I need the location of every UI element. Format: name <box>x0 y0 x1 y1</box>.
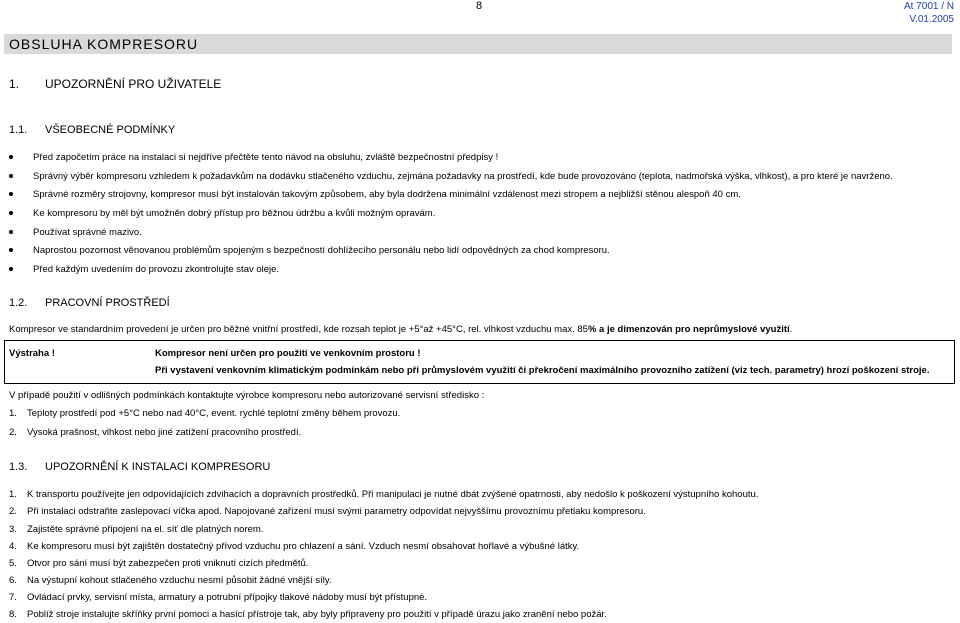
bullet-icon <box>9 211 13 215</box>
section-1-3-title: UPOZORNĚNÍ K INSTALACI KOMPRESORU <box>45 461 271 473</box>
bullet-icon <box>9 155 13 159</box>
list-item-number: 8. <box>9 609 17 620</box>
paragraph-bold-text: % a je dimenzován pro neprůmyslové využití <box>587 324 790 335</box>
list-item-text: Zajistěte správné připojení na el. síť dle platných norem. <box>27 524 264 535</box>
section-1-3-number: 1.3. <box>9 461 28 473</box>
paragraph-end: . <box>789 324 793 335</box>
document-id <box>904 0 954 26</box>
list-item-text: Před započetím práce na instalaci si nejdříve přečtěte tento návod na obsluhu, zvláště bezpečnostní předpisy ! <box>33 152 499 163</box>
document-id-line1: At 7001 / N <box>903 1 954 12</box>
list-item-text: Ovládací prvky, servisní místa, armatury a potrubní přípojky tlakové nádoby musí být přístupné. <box>27 592 428 603</box>
list-item-number: 2. <box>9 506 17 517</box>
page-number: 8 <box>476 0 483 12</box>
list-item-number: 3. <box>9 524 17 535</box>
conditions-intro: V případě použití v odlišných podmínkách kontaktujte výrobce kompresoru nebo autorizované servisní středisko : <box>9 390 485 401</box>
environment-paragraph <box>9 324 792 335</box>
section-1-number: 1. <box>9 77 20 91</box>
list-item <box>9 506 646 517</box>
list-item-number: 7. <box>9 592 17 603</box>
warning-line-2: Při vystavení venkovním klimatickým podmínkám nebo při průmyslovém využití či překročení maximálního provozního zatížení (viz tech. parametry) hrozí poškození stroje. <box>155 365 930 376</box>
list-item-number: 4. <box>9 541 17 552</box>
section-1-1-title: VŠEOBECNÉ PODMÍNKY <box>45 124 176 136</box>
bullet-icon <box>9 174 13 178</box>
section-1-2-title: PRACOVNÍ PROSTŘEDÍ <box>45 297 170 309</box>
list-item-text: K transportu používejte jen odpovídajících zdvihacích a dopravních prostředků. Při manipulaci je nutné dbát zvýšené opatrnosti, aby nedošlo k poškození výstupního kohoutu. <box>27 489 759 500</box>
list-item-text: Teploty prostředí pod +5°C nebo nad 40°C, event. rychlé teplotní změny během provozu. <box>27 408 401 419</box>
list-item-number: 1. <box>9 408 17 419</box>
section-1-3-heading <box>9 461 270 473</box>
list-item-text: Správné rozměry strojovny, kompresor musí být instalován takovým způsobem, aby byla dodržena minimální vzdálenost mezi stropem a nejbližší stěnou alespoň 40 cm. <box>33 189 741 200</box>
list-item-number: 6. <box>9 575 17 586</box>
warning-label: Výstraha ! <box>9 348 55 359</box>
section-1-2-number: 1.2. <box>9 297 28 309</box>
list-item <box>9 609 607 620</box>
list-item-text: Vysoká prašnost, vlhkost nebo jiné zatížení pracovního prostředí. <box>27 427 302 438</box>
list-item <box>9 524 263 535</box>
list-item-text: Naprostou pozornost věnovanou problémům spojeným s bezpečností dohlížecího personálu nebo lidí odpovědných za chod kompresoru. <box>33 245 610 256</box>
list-item-text: Ke kompresoru musí být zajištěn dostatečný přívod vzduchu pro chlazení a sání. Vzduch nesmí obsahovat hořlavé a výbušné látky. <box>27 541 580 552</box>
list-item-text: Správný výběr kompresoru vzhledem k požadavkům na dodávku stlačeného vzduchu, zejmána požadavky na prostředí, kde bude provozováno (teplota, nadmořská výška, vlhkost), a pro které je navrženo. <box>33 171 893 182</box>
section-1-title: UPOZORNĚNÍ PRO UŽIVATELE <box>45 77 222 91</box>
section-1-1-number: 1.1. <box>9 124 28 136</box>
list-item-text: Na výstupní kohout stlačeného vzduchu nesmí působit žádné vnější síly. <box>27 575 332 586</box>
list-item <box>9 592 427 603</box>
warning-line-1: Kompresor není určen pro použití ve venkovním prostoru ! <box>155 348 421 359</box>
list-item <box>9 427 301 438</box>
document-id-line2: V.01.2005 <box>909 14 954 25</box>
list-item-text: Otvor pro sání musí být zabezpečen proti vniknutí cizích předmětů. <box>27 558 309 569</box>
list-item-text: Ke kompresoru by měl být umožněn dobrý přístup pro běžnou údržbu a kvůli možným opravám. <box>33 208 436 219</box>
list-item-number: 5. <box>9 558 17 569</box>
bullet-icon <box>9 248 13 252</box>
list-item-text: Při instalaci odstraňte zaslepovací víčka apod. Napojované zařízení musí svými parametry odpovídat nejvyššímu provoznímu přetlaku kompresoru. <box>27 506 646 517</box>
warning-box <box>4 340 955 384</box>
list-item-text: Používat správné mazivo. <box>33 227 142 238</box>
list-item <box>9 408 400 419</box>
section-1-2-heading <box>9 297 170 309</box>
document-title: OBSLUHA KOMPRESORU <box>9 36 199 52</box>
list-item <box>9 558 308 569</box>
list-item <box>9 575 332 586</box>
list-item-text: Poblíž stroje instalujte skříňky první pomoci a hasící přístroje tak, aby byly připraveny pro použití v případě úrazu jako zranění nebo požár. <box>27 609 607 620</box>
bullet-icon <box>9 230 13 234</box>
section-1-1-heading <box>9 124 175 136</box>
section-1-heading <box>9 77 221 91</box>
list-item-number: 2. <box>9 427 17 438</box>
list-item-number: 1. <box>9 489 17 500</box>
list-item <box>9 489 758 500</box>
bullet-icon <box>9 267 13 271</box>
bullet-icon <box>9 192 13 196</box>
list-item <box>9 541 579 552</box>
list-item-text: Před každým uvedením do provozu zkontrolujte stav oleje. <box>33 264 280 275</box>
paragraph-text: Kompresor ve standardním provedení je určen pro běžné vnitřní prostředí, kde rozsah teplot je +5°až +45°C, rel. vlhkost vzduchu max. 85 <box>9 324 588 335</box>
